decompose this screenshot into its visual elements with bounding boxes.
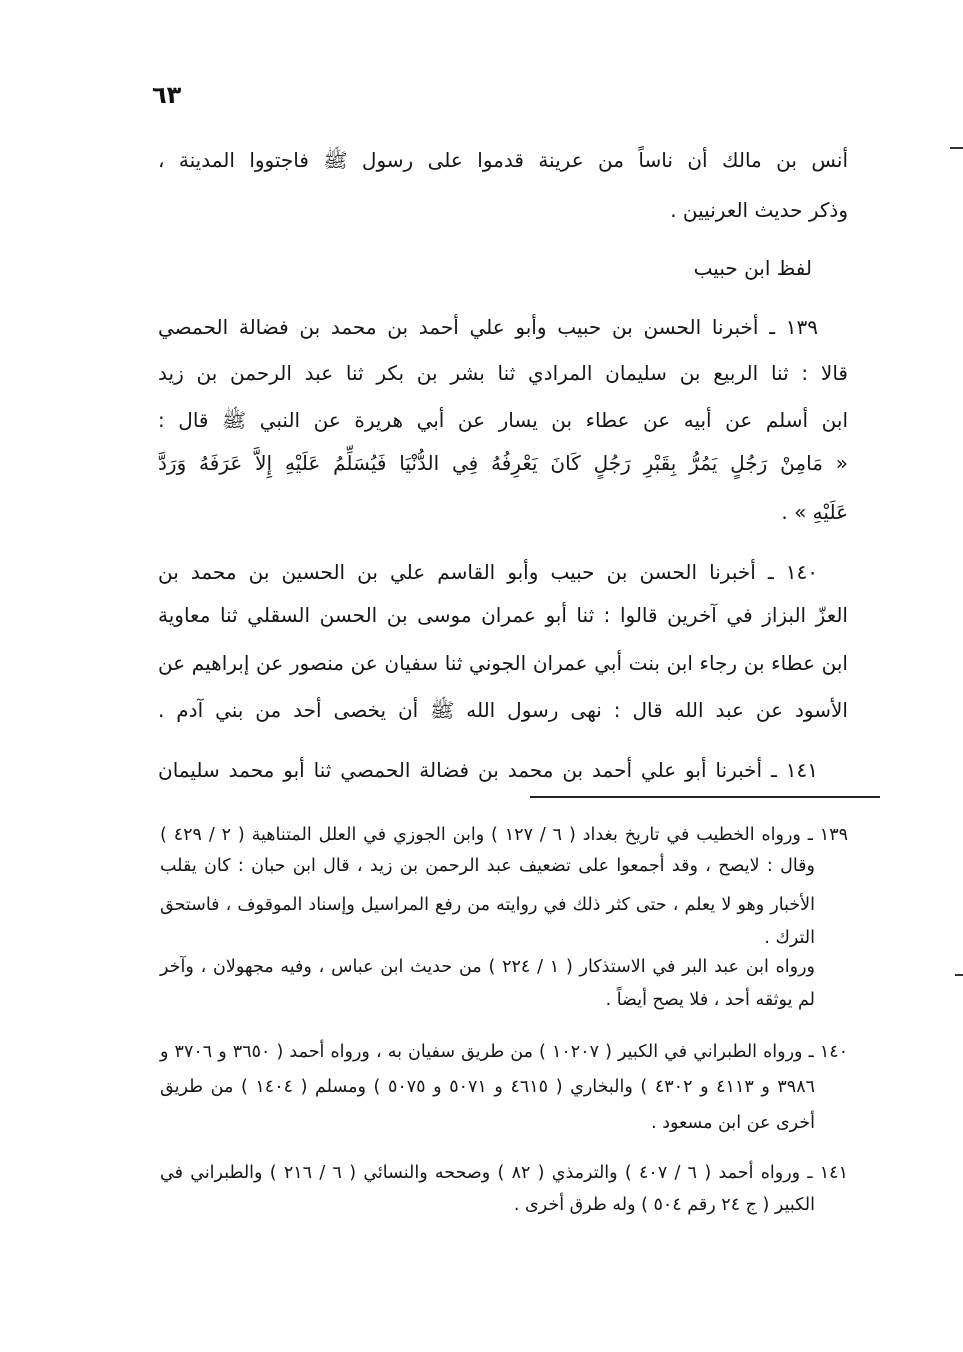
footnote-line: ١٤١ ـ ورواه أحمد ( ٦ / ٤٠٧ ) والترمذي ( ٨٢ ) وصححه والنسائي ( ٦ / ٢١٦ ) والطبراني في — [160, 1163, 848, 1183]
footnote-line: ١٤٠ ـ ورواه الطبراني في الكبير ( ١٠٢٠٧ ) من طريق سفيان به ، ورواه أحمد ( ٣٦٥٠ و ٣٧٠٦ و — [160, 1042, 849, 1062]
footnote-line: وقال : لايصح ، وقد أجمعوا على تضعيف عبد الرحمن بن زيد ، قال ابن حبان : كان يقلب — [160, 856, 815, 876]
hadith-line: ابن أسلم عن أبيه عن عطاء بن يسار عن أبي هريرة عن النبي ﷺ قال : — [158, 408, 848, 432]
margin-mark — [955, 974, 963, 976]
main-text-line: وذكر حديث العرنيين . — [670, 198, 848, 222]
footnote-line: أخرى عن ابن مسعود . — [651, 1113, 815, 1133]
footnote-line: لم يوثقه أحد ، فلا يصح أيضاً . — [605, 990, 815, 1010]
margin-mark — [950, 147, 963, 149]
hadith-text-quote: عَلَيْهِ » . — [781, 500, 848, 524]
footnote-line: ورواه ابن عبد البر في الاستذكار ( ١ / ٢٢٤ ) من حديث ابن عباس ، وفيه مجهولان ، وآخر — [160, 957, 815, 977]
hadith-line: العزّ البزاز في آخرين قالوا : ثنا أبو عمران موسى بن الحسن السقلي ثنا معاوية — [158, 603, 848, 627]
page-number: ٦٣ — [152, 81, 182, 109]
footnote-line: الترك . — [764, 928, 815, 948]
hadith-line: ابن عطاء بن رجاء ابن بنت أبي عمران الجوني ثنا سفيان عن منصور عن إبراهيم عن — [158, 651, 848, 675]
footnote-line: الأخبار وهو لا يعلم ، حتى كثر ذلك في روايته من رفع المراسيل وإسناد الموقوف ، فاستحق — [160, 895, 815, 915]
footnote-line: الكبير ( ج ٢٤ رقم ٥٠٤ ) وله طرق أخرى . — [513, 1195, 815, 1215]
footnote-line: ٣٩٨٦ و ٤١١٣ و ٤٣٠٢ ) والبخاري ( ٤٦١٥ و ٥٠٧١ و ٥٠٧٥ ) ومسلم ( ١٤٠٤ ) من طريق — [160, 1077, 816, 1097]
subheading: لفظ ابن حبيب — [693, 256, 812, 280]
hadith-line: ١٤٠ ـ أخبرنا الحسن بن حبيب وأبو القاسم علي بن الحسين بن محمد بن — [158, 560, 818, 584]
footnote-separator — [530, 796, 880, 798]
hadith-line: قالا : ثنا الربيع بن سليمان المرادي ثنا بشر بن بكر ثنا عبد الرحمن بن زيد — [158, 361, 848, 385]
main-text-line: أنس بن مالك أن ناساً من عرينة قدموا على رسول ﷺ فاجتووا المدينة ، — [158, 148, 848, 172]
hadith-line: ١٣٩ ـ أخبرنا الحسن بن حبيب وأبو علي أحمد بن محمد بن فضالة الحمصي — [158, 315, 818, 339]
footnote-line: ١٣٩ ـ ورواه الخطيب في تاريخ بغداد ( ٦ / ١٢٧ ) وابن الجوزي في العلل المتناهية ( ٢ / ٤٢٩ ) — [160, 825, 848, 845]
hadith-text-quote: « مَامِنْ رَجُلٍ يَمُرُّ بِقَبْرِ رَجُلٍ كَانَ يَعْرِفُهُ فِي الدُّنْيَا فَيُسَلِّمُ عَلَيْهِ إِلاَّ عَرَفَهُ وَرَدَّ — [158, 451, 848, 475]
hadith-line: الأسود عن عبد الله قال : نهى رسول الله ﷺ أن يخصى أحد من بني آدم . — [158, 698, 848, 722]
hadith-line: ١٤١ ـ أخبرنا أبو علي أحمد بن محمد بن فضالة الحمصي ثنا أبو محمد سليمان — [158, 758, 818, 782]
